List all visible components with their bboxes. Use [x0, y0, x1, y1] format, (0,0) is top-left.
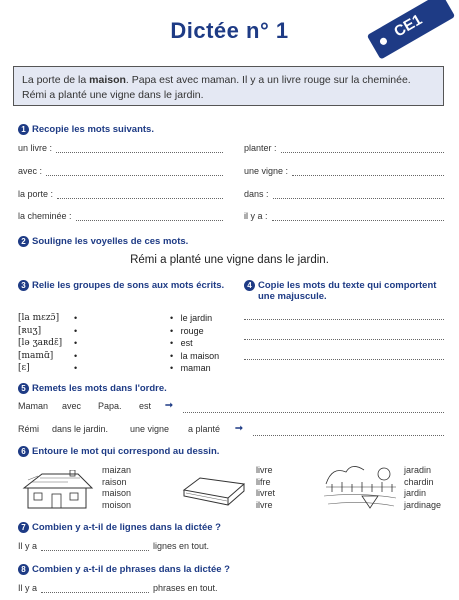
copy-row — [18, 143, 223, 153]
word-list — [170, 312, 219, 375]
exercise-2-heading — [18, 236, 188, 247]
writing-line[interactable] — [244, 330, 444, 340]
answer-suffix: lignes en tout. — [153, 541, 210, 551]
dictation-text-1a: La porte de la — [22, 74, 90, 86]
answer-prefix: Il y a — [18, 541, 38, 551]
copy-row — [18, 189, 223, 199]
writing-line[interactable] — [76, 211, 223, 221]
scrambled-word: dans le jardin. — [52, 424, 109, 434]
exercise-title: Combien y a-t-il de lignes dans la dictée ? — [32, 522, 221, 533]
exercise-title: Combien y a-t-il de phrases dans la dictée ? — [32, 564, 230, 575]
copy-row — [18, 211, 223, 221]
answer-prefix: Il y a — [18, 583, 38, 593]
exercise-number-badge: 3 — [18, 280, 29, 291]
copy-word: il y a : — [244, 211, 268, 221]
answer-row — [18, 541, 209, 551]
word-choice[interactable]: maison — [102, 488, 132, 498]
copy-row — [244, 166, 444, 176]
exercise-title: Souligne les voyelles de ces mots. — [32, 236, 189, 247]
writing-line[interactable] — [46, 166, 223, 176]
exercise-number-badge: 1 — [18, 124, 29, 135]
scrambled-word: Maman — [18, 401, 49, 411]
sound-item: [mamɑ̃] — [18, 350, 54, 361]
word-choice[interactable]: raison — [102, 476, 127, 487]
writing-line[interactable] — [244, 350, 444, 360]
copy-word: avec : — [18, 166, 43, 176]
word-choice-group — [256, 465, 275, 511]
exercise-title: Remets les mots dans l'ordre. — [32, 383, 167, 394]
writing-line[interactable] — [292, 166, 444, 176]
word-choice-group — [404, 465, 441, 511]
word-choice[interactable]: maizan — [102, 465, 132, 475]
link-dot-icon[interactable]: • — [74, 350, 78, 361]
exercise-number-badge: 7 — [18, 522, 29, 533]
exercise-title: Copie les mots du texte qui comportent une majuscule. — [258, 280, 437, 302]
garden-icon — [322, 462, 398, 512]
sound-item: [la mɛzɔ̃] — [18, 313, 60, 323]
copy-row — [244, 211, 444, 221]
exercise-8-heading — [18, 564, 230, 575]
answer-suffix: phrases en tout. — [153, 583, 218, 593]
word-item[interactable]: • le jardin — [170, 313, 213, 323]
exercise-1-heading — [18, 124, 154, 135]
dictation-bold-word: maison — [89, 74, 126, 86]
writing-line[interactable] — [57, 189, 223, 199]
answer-row — [18, 583, 218, 593]
word-item[interactable]: • rouge — [170, 325, 204, 336]
underline-sentence[interactable]: Rémi a planté une vigne dans le jardin. — [130, 254, 329, 266]
sound-item: [lə ʒaʀdɛ̃] — [18, 338, 63, 348]
arrow-right-icon: ➞ — [165, 400, 173, 411]
word-choice[interactable]: moison — [102, 499, 132, 510]
scrambled-word: Rémi — [18, 424, 40, 434]
word-choice[interactable]: jardin — [404, 488, 427, 498]
exercise-title: Recopie les mots suivants. — [32, 124, 154, 135]
copy-row — [18, 166, 223, 176]
scrambled-word: est — [139, 401, 152, 411]
copy-word: planter : — [244, 143, 277, 153]
page-title: Dictée n° 1 — [170, 18, 289, 43]
answer-field[interactable] — [41, 541, 149, 551]
exercise-title: Relie les groupes de sons aux mots écrits. — [32, 280, 225, 291]
level-tag-label: CE1 — [391, 11, 426, 41]
exercise-number-badge: 4 — [244, 280, 255, 291]
exercise-4-heading — [244, 280, 444, 302]
scrambled-word: une vigne — [130, 424, 170, 434]
dictation-box — [13, 66, 444, 106]
word-item[interactable]: • maman — [170, 363, 211, 373]
dictation-text-1b: . Papa est avec maman. Il y a un livre rouge sur la cheminée. — [125, 74, 411, 86]
word-item[interactable]: • est — [170, 338, 193, 348]
copy-row — [244, 143, 444, 153]
exercise-7-heading — [18, 522, 221, 533]
exercise-number-badge: 6 — [18, 446, 29, 457]
writing-line[interactable] — [281, 143, 444, 153]
word-choice[interactable]: jardinage — [404, 499, 442, 510]
copy-word: un livre : — [18, 143, 53, 153]
word-choice-group — [102, 465, 131, 511]
writing-line[interactable] — [56, 143, 223, 153]
arrow-right-icon: ➞ — [235, 423, 243, 434]
book-icon — [180, 474, 248, 508]
word-choice[interactable]: jaradin — [404, 465, 432, 475]
link-dot-icon[interactable]: • — [74, 338, 78, 348]
sound-list — [18, 312, 62, 375]
answer-field[interactable] — [41, 583, 149, 593]
word-choice[interactable]: lifre — [256, 476, 271, 487]
copy-word: la porte : — [18, 189, 54, 199]
writing-line[interactable] — [244, 310, 444, 320]
link-dot-icon[interactable]: • — [74, 325, 78, 336]
writing-line[interactable] — [183, 403, 444, 413]
exercise-3-heading — [18, 280, 224, 291]
word-choice[interactable]: chardin — [404, 476, 434, 487]
exercise-number-badge: 2 — [18, 236, 29, 247]
dictation-text-2: Rémi a planté une vigne dans le jardin. — [22, 89, 204, 101]
sound-dots — [74, 312, 77, 375]
word-choice[interactable]: livret — [256, 488, 276, 498]
exercise-number-badge: 5 — [18, 383, 29, 394]
exercise-5-heading — [18, 383, 167, 394]
scrambled-word: avec — [62, 401, 82, 411]
copy-word: une vigne : — [244, 166, 289, 176]
link-dot-icon[interactable]: • — [74, 313, 78, 323]
scrambled-word: Papa. — [98, 401, 122, 411]
exercise-number-badge: 8 — [18, 564, 29, 575]
copy-word: dans : — [244, 189, 269, 199]
sound-item: [ɛ] — [18, 363, 30, 373]
copy-word: la cheminée : — [18, 211, 72, 221]
exercise-title: Entoure le mot qui correspond au dessin. — [32, 446, 220, 457]
exercise-6-heading — [18, 446, 219, 457]
writing-line[interactable] — [273, 189, 444, 199]
writing-line[interactable] — [272, 211, 444, 221]
link-dot-icon[interactable]: • — [74, 363, 78, 373]
sound-item: [ʀuʒ] — [18, 325, 42, 336]
writing-line[interactable] — [253, 426, 444, 436]
word-choice[interactable]: livre — [256, 465, 273, 475]
copy-row — [244, 189, 444, 199]
word-item[interactable]: • la maison — [170, 350, 220, 361]
house-icon — [18, 470, 96, 510]
word-choice[interactable]: ilvre — [256, 499, 273, 510]
scrambled-word: a planté — [188, 424, 221, 434]
